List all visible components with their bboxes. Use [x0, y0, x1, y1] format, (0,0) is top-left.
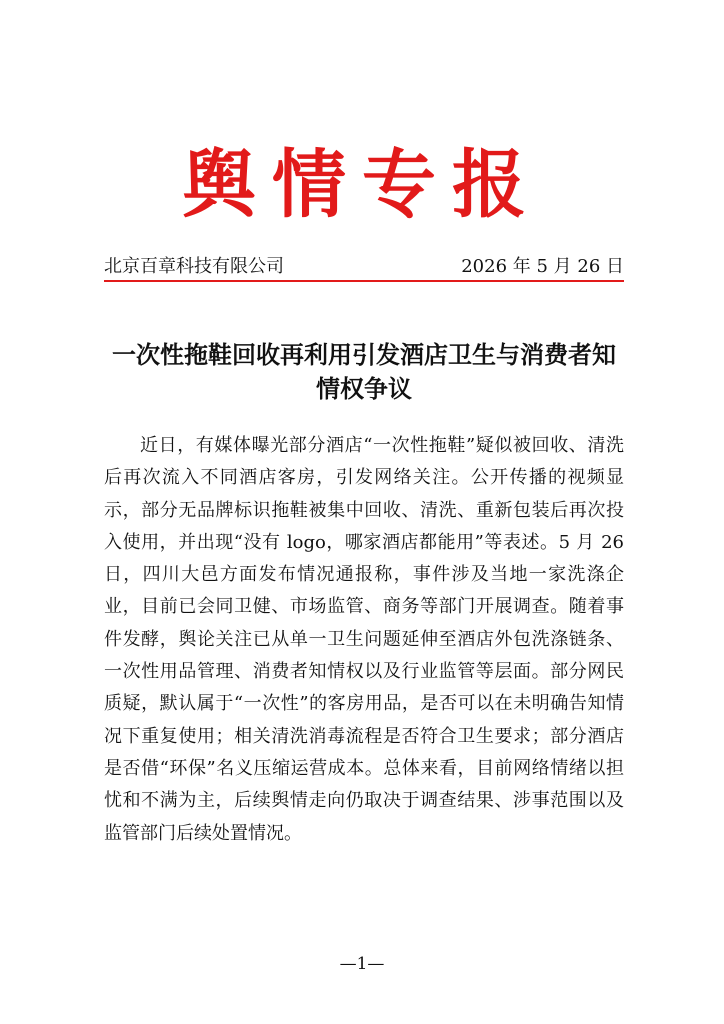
header-divider	[104, 280, 624, 282]
page-number: —1—	[339, 954, 385, 974]
document-header	[104, 254, 624, 280]
article-body: 近日，有媒体曝光部分酒店“一次性拖鞋”疑似被回收、清洗后再次流入不同酒店客房，引发网络关注。公开传播的视频显示，部分无品牌标识拖鞋被集中回收、清洗、重新包装后再次投入使用，并出现“没有 logo，哪家酒店都能用”等表述。5 月 26 日，四川大邑方面发布情况通报称，事件涉及当地一家洗涤企业，目前已会同卫健、市场监管、商务等部门开展调查。随着事件发酵，舆论关注已从单一卫生问题延伸至酒店外包洗涤链条、一次性用品管理、消费者知情权以及行业监管等层面。部分网民质疑，默认属于“一次性”的客房用品，是否可以在未明确告知情况下重复使用；相关清洗消毒流程是否符合卫生要求；部分酒店是否借“环保”名义压缩运营成本。总体来看，目前网络情绪以担忧和不满为主，后续舆情走向仍取决于调查结果、涉事范围以及监管部门后续处置情况。	[104, 435, 624, 844]
article-title: 一次性拖鞋回收再利用引发酒店卫生与消费者知情权争议	[112, 340, 616, 403]
masthead-title: 舆情专报	[182, 142, 542, 228]
organization-name: 北京百章科技有限公司	[104, 256, 284, 277]
issue-date: 2026 年 5 月 26 日	[461, 256, 624, 277]
